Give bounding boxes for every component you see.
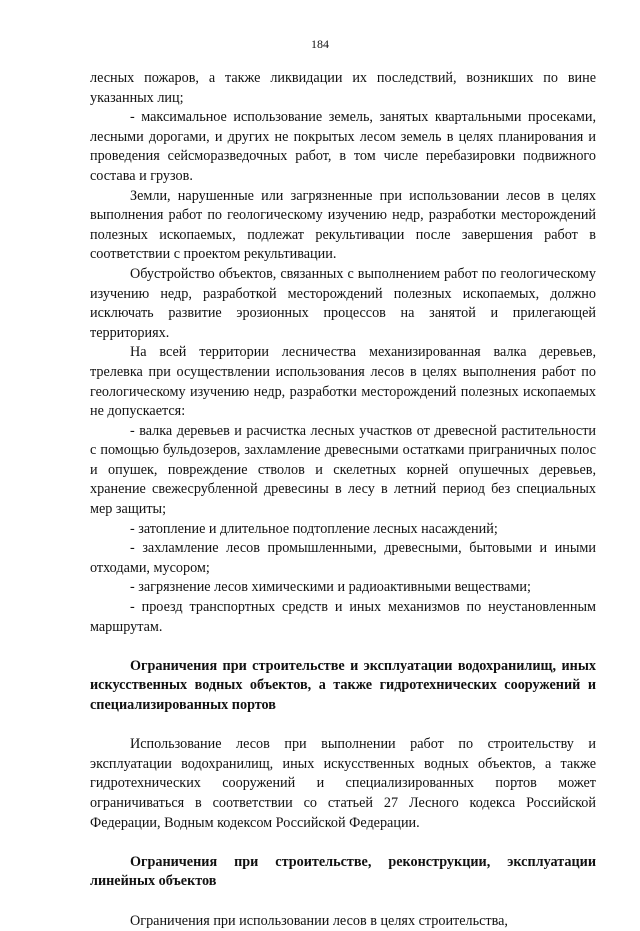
section-heading: Ограничения при строительстве, реконструкции, эксплуатации линейных объектов	[90, 853, 596, 890]
paragraph: Обустройство объектов, связанных с выполнением работ по геологическому изучению недр, разработкой месторождений полезных ископаемых, должно исключать развитие эрозионных процессов на занятой и прилегающей территориях.	[90, 265, 596, 341]
page-number: 184	[311, 37, 329, 51]
document-body	[90, 69, 596, 931]
paragraph: Использование лесов при выполнении работ по строительству и эксплуатации водохранилищ, иных искусственных водных объектов, а также гидротехнических сооружений и специализированных портов может ограничиваться в соответствии со статьей 27 Лесного кодекса Российской Федерации, Водным кодексом Российской Федерации.	[90, 736, 596, 831]
paragraph: Ограничения при использовании лесов в целях строительства,	[130, 912, 508, 929]
paragraph: Земли, нарушенные или загрязненные при использовании лесов в целях выполнения работ по геологическому изучению недр, разработки месторождений полезных ископаемых, подлежат рекультивации после завершения работ в соответствии с проектом рекультивации.	[90, 187, 596, 263]
list-item: - затопление и длительное подтопление лесных насаждений;	[130, 520, 498, 537]
list-item: - максимальное использование земель, занятых квартальными просеками, лесными дорогами, и других не покрытых лесом земель в целях планирования и проведения сейсморазведочных работ, в том числе перебазировки подвижного состава и грузов.	[90, 109, 596, 184]
paragraph-continuation: лесных пожаров, а также ликвидации их последствий, возникших по вине указанных лиц;	[90, 70, 596, 106]
list-item: - проезд транспортных средств и иных механизмов по неустановленным маршрутам.	[90, 599, 596, 635]
list-item: - загрязнение лесов химическими и радиоактивными веществами;	[130, 579, 531, 596]
paragraph: На всей территории лесничества механизированная валка деревьев, трелевка при осуществлении использования лесов в целях выполнения работ по геологическому изучению недр, разработки месторождений полезных ископаемых не допускается:	[90, 344, 596, 420]
list-item: - захламление лесов промышленными, древесными, бытовыми и иными отходами, мусором;	[90, 540, 596, 576]
list-item: - валка деревьев и расчистка лесных участков от древесной растительности с помощью бульдозеров, захламление древесными остатками приграничных полос и опушек, повреждение стволов и скелетных корней опушечных деревьев, хранение свежесрубленной древесины в лесу в летний период без специальных мер защиты;	[90, 422, 596, 518]
section-heading: Ограничения при строительстве и эксплуатации водохранилищ, иных искусственных водных объектов, а также гидротехнических сооружений и специализированных портов	[90, 657, 596, 713]
